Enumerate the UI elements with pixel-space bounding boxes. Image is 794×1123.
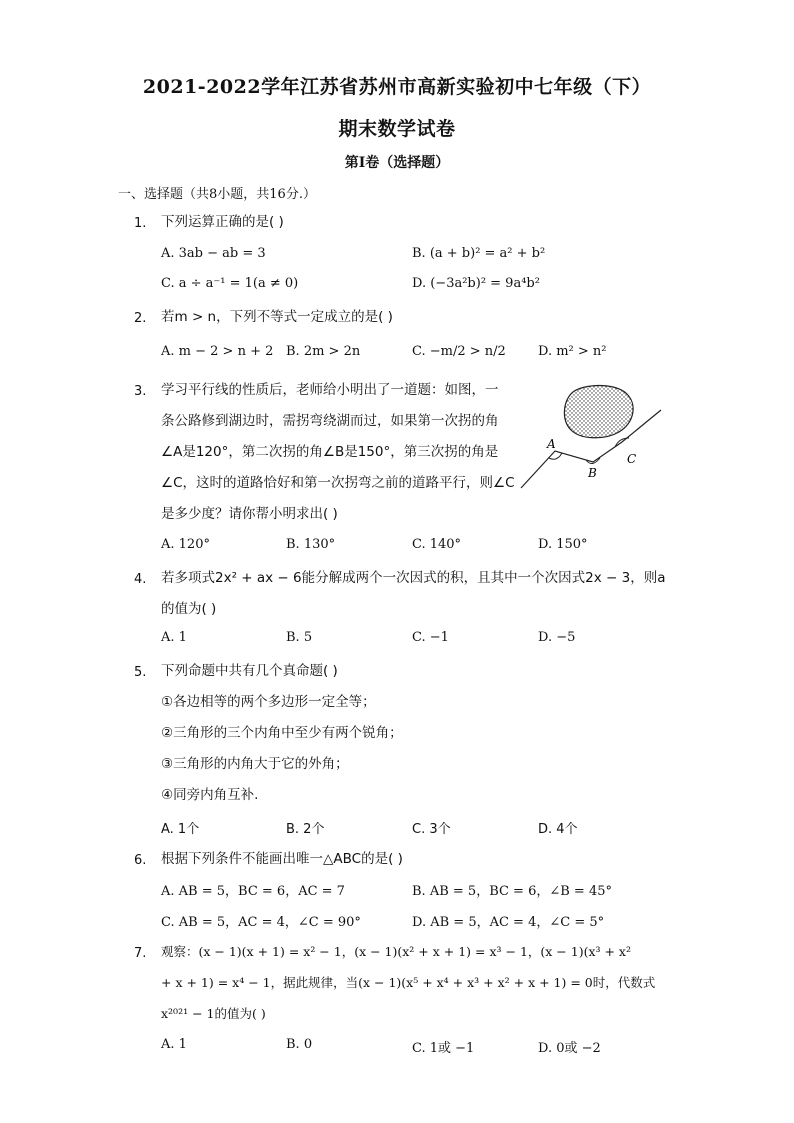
statement-2: ②三角形的三个内角中至少有两个锐角； xyxy=(161,725,403,741)
option-c: C. AB = 5，AC = 4，∠C = 90° xyxy=(161,915,361,930)
question-stem-line: ∠A是120°，第二次拐的角∠B是150°，第三次拐的角是 xyxy=(161,444,499,460)
question-stem-line: ∠C，这时的道路恰好和第一次拐弯之前的道路平行，则∠C xyxy=(161,475,515,491)
option-b: B. 2个 xyxy=(286,822,325,837)
option-d: D. 0或 −2 xyxy=(538,1041,601,1056)
option-a: A. 1个 xyxy=(161,822,200,837)
option-b: B. (a + b)² = a² + b² xyxy=(412,246,546,261)
exam-title-line1: 2021-2022学年江苏省苏州市高新实验初中七年级（下） xyxy=(142,76,652,98)
statement-1: ①各边相等的两个多边形一定全等； xyxy=(161,694,376,710)
question-number: 2. xyxy=(134,311,147,326)
question-number: 7. xyxy=(134,946,147,961)
option-b: B. 0 xyxy=(286,1037,313,1052)
option-c: C. 140° xyxy=(412,537,462,552)
question-stem-line: 学习平行线的性质后，老师给小明出了一道题：如图，一 xyxy=(161,382,499,398)
lake-road-figure xyxy=(515,380,665,495)
option-c: C. −1 xyxy=(412,630,449,645)
part-heading: 第I卷（选择题） xyxy=(344,155,450,171)
option-b: B. AB = 5，BC = 6，∠B = 45° xyxy=(412,884,613,899)
option-d: D. 4个 xyxy=(538,822,578,837)
question-number: 1. xyxy=(134,216,147,231)
question-stem: 若m > n，下列不等式一定成立的是( ) xyxy=(161,309,393,325)
option-c: C. −m/2 > n/2 xyxy=(412,344,506,359)
question-stem-line: + x + 1) = x⁴ − 1，据此规律，当(x − 1)(x⁵ + x⁴ + x³ + x² + x + 1) = 0时，代数式 xyxy=(161,975,656,990)
option-a: A. m − 2 > n + 2 xyxy=(161,344,274,359)
option-b: B. 5 xyxy=(286,630,313,645)
question-stem-line: x²⁰²¹ − 1的值为( ) xyxy=(161,1006,266,1021)
label-a: A xyxy=(547,437,556,451)
question-stem-line: 观察：(x − 1)(x + 1) = x² − 1，(x − 1)(x² + x + 1) = x³ − 1，(x − 1)(x³ + x² xyxy=(161,944,631,959)
option-a: A. 1 xyxy=(161,630,187,645)
lake-shape xyxy=(564,386,633,438)
label-b: B xyxy=(588,466,597,480)
question-number: 5. xyxy=(134,665,147,680)
option-a: A. 120° xyxy=(161,537,210,552)
option-b: B. 2m > 2n xyxy=(286,344,361,359)
option-c: C. a ÷ a⁻¹ = 1(a ≠ 0) xyxy=(161,276,299,291)
question-stem: 根据下列条件不能画出唯一△ABC的是( ) xyxy=(161,851,403,867)
question-stem-line: 是多少度？请你帮小明求出( ) xyxy=(161,506,338,522)
question-stem: 下列命题中共有几个真命题( ) xyxy=(161,663,338,679)
option-a: A. 1 xyxy=(161,1037,187,1052)
question-number: 4. xyxy=(134,572,147,587)
statement-3: ③三角形的内角大于它的外角； xyxy=(161,756,349,772)
question-stem-line: 条公路修到湖边时，需拐弯绕湖而过，如果第一次拐的角 xyxy=(161,413,499,429)
question-stem-line: 若多项式2x² + ax − 6能分解成两个一次因式的积，且其中一个次因式2x − 3，则a xyxy=(161,570,666,586)
option-c: C. 1或 −1 xyxy=(412,1041,475,1056)
question-stem-line: 的值为( ) xyxy=(161,601,217,617)
option-d: D. −5 xyxy=(538,630,576,645)
section-heading: 一、选择题（共8小题，共16分.） xyxy=(118,187,316,202)
option-d: D. 150° xyxy=(538,537,588,552)
exam-title-line2: 期末数学试卷 xyxy=(338,118,456,140)
option-d: D. m² > n² xyxy=(538,344,607,359)
label-c: C xyxy=(627,452,637,466)
option-b: B. 130° xyxy=(286,537,336,552)
option-a: A. AB = 5，BC = 6，AC = 7 xyxy=(161,884,345,899)
option-a: A. 3ab − ab = 3 xyxy=(161,246,266,261)
question-number: 3. xyxy=(134,384,147,399)
option-c: C. 3个 xyxy=(412,822,451,837)
question-stem: 下列运算正确的是( ) xyxy=(161,214,284,230)
option-d: D. (−3a²b)² = 9a⁴b² xyxy=(412,276,540,291)
option-d: D. AB = 5，AC = 4，∠C = 5° xyxy=(412,915,605,930)
question-number: 6. xyxy=(134,853,147,868)
statement-4: ④同旁内角互补. xyxy=(161,787,259,803)
